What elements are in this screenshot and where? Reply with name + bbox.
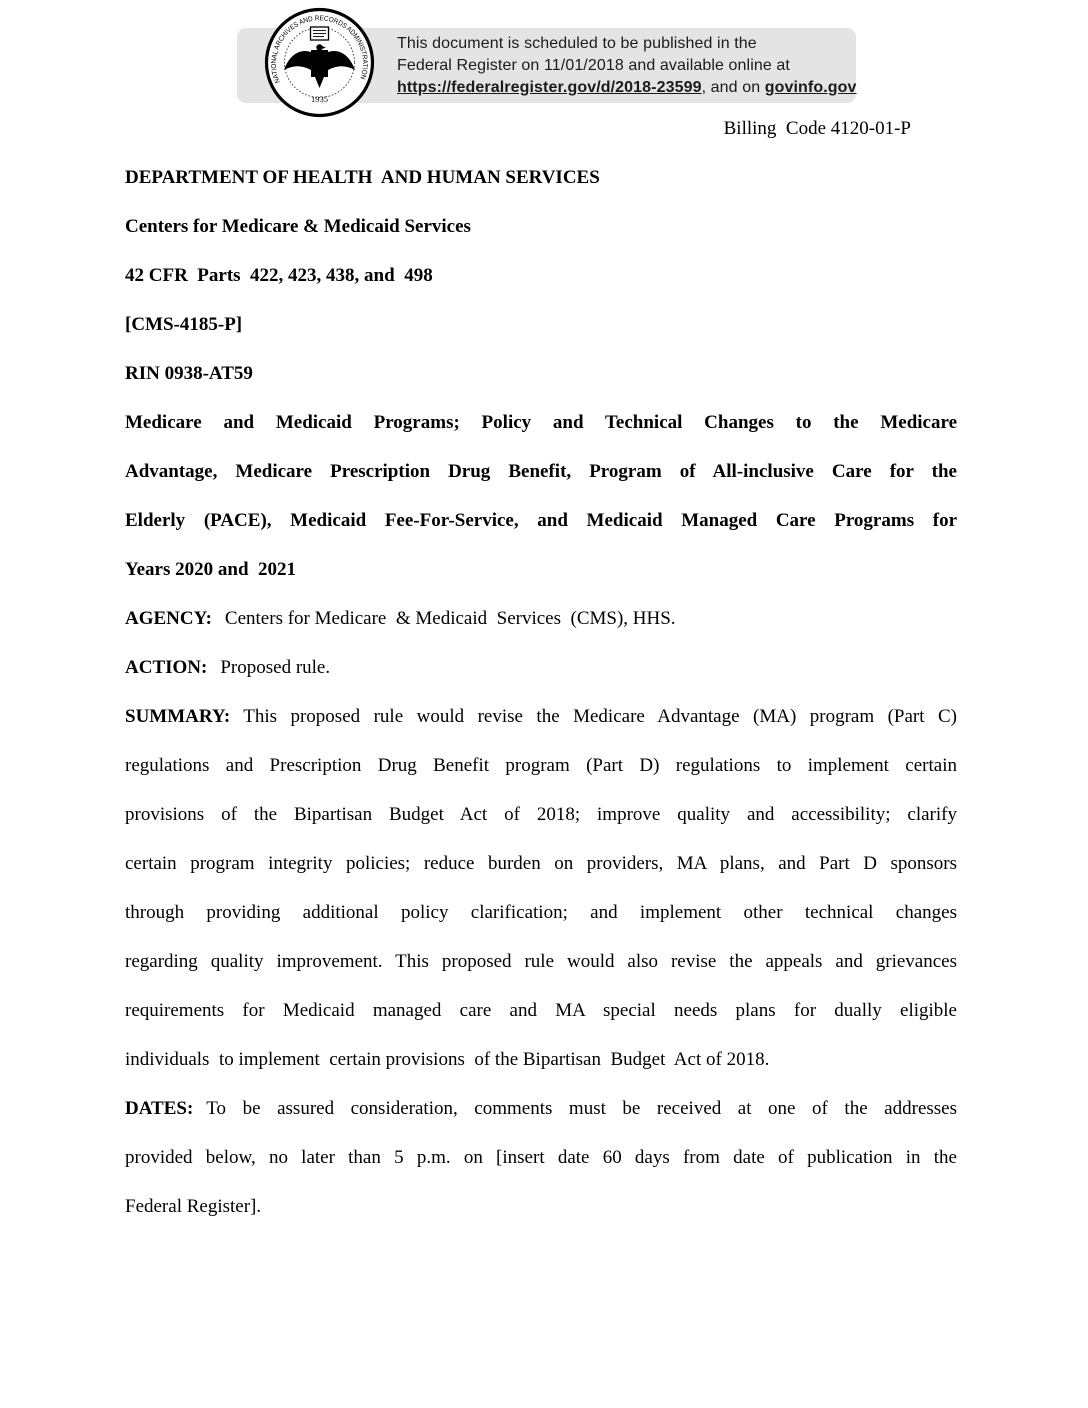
- summary-line: [125, 692, 957, 741]
- dates-line: Federal Register].: [125, 1196, 262, 1217]
- agency-subheading: Centers for Medicare & Medicaid Services: [125, 216, 471, 237]
- dates-text: To be assured consideration, comments must be received at one of the addresses: [206, 1098, 957, 1119]
- agency-label: AGENCY:: [125, 608, 212, 629]
- summary-line: individuals to implement certain provisions of the Bipartisan Budget Act of 2018.: [125, 1049, 770, 1070]
- dates-line: provided below, no later than 5 p.m. on [insert date 60 days from date of publication in the: [125, 1147, 957, 1168]
- dates-line: [125, 1084, 957, 1133]
- agency-line: [125, 594, 957, 643]
- cfr-parts-line: 42 CFR Parts 422, 423, 438, and 498: [125, 265, 433, 286]
- seal-ring-text: NATIONAL ARCHIVES AND RECORDS ADMINISTRATION: [270, 15, 369, 84]
- summary-line: requirements for Medicaid managed care and MA special needs plans for dually eligible: [125, 1000, 957, 1021]
- action-value: Proposed rule.: [220, 657, 331, 678]
- seal-year: 1935: [311, 94, 328, 104]
- banner-separator-text: , and on: [701, 79, 765, 96]
- banner-line-1: This document is scheduled to be published in the: [397, 35, 757, 52]
- action-line: [125, 643, 957, 692]
- billing-code: Billing Code 4120-01-P: [723, 118, 911, 139]
- summary-line: certain program integrity policies; reduce burden on providers, MA plans, and Part D sponsors: [125, 853, 957, 874]
- dates-label: DATES:: [125, 1098, 194, 1119]
- summary-line: provisions of the Bipartisan Budget Act of 2018; improve quality and accessibility; clarify: [125, 804, 957, 825]
- summary-line: through providing additional policy clarification; and implement other technical changes: [125, 902, 957, 923]
- rule-title-line: Advantage, Medicare Prescription Drug Benefit, Program of All-inclusive Care for the: [125, 461, 957, 482]
- national-archives-seal: [263, 6, 376, 119]
- summary-label: SUMMARY:: [125, 706, 231, 727]
- docket-number: [CMS-4185-P]: [125, 314, 243, 335]
- summary-line: regarding quality improvement. This proposed rule would also revise the appeals and grievances: [125, 951, 957, 972]
- rule-title-line: Years 2020 and 2021: [125, 559, 297, 580]
- govinfo-link[interactable]: govinfo.gov: [764, 79, 857, 96]
- banner-text: [397, 33, 857, 99]
- department-heading: DEPARTMENT OF HEALTH AND HUMAN SERVICES: [125, 167, 600, 188]
- summary-line: regulations and Prescription Drug Benefit program (Part D) regulations to implement certain: [125, 755, 957, 776]
- document-content: [125, 104, 957, 1231]
- rule-title-line: Medicare and Medicaid Programs; Policy and Technical Changes to the Medicare: [125, 412, 957, 433]
- rule-title-line: Elderly (PACE), Medicaid Fee-For-Service, and Medicaid Managed Care Programs for: [125, 510, 957, 531]
- federalregister-document-link[interactable]: https://federalregister.gov/d/2018-23599: [397, 79, 702, 96]
- banner-line-2: Federal Register on 11/01/2018 and available online at: [397, 57, 790, 74]
- agency-value: Centers for Medicare & Medicaid Services (CMS), HHS.: [224, 608, 676, 629]
- rin-number: RIN 0938-AT59: [125, 363, 253, 384]
- summary-text: This proposed rule would revise the Medicare Advantage (MA) program (Part C): [243, 706, 957, 727]
- banner-line-3: [397, 77, 857, 99]
- action-label: ACTION:: [125, 657, 208, 678]
